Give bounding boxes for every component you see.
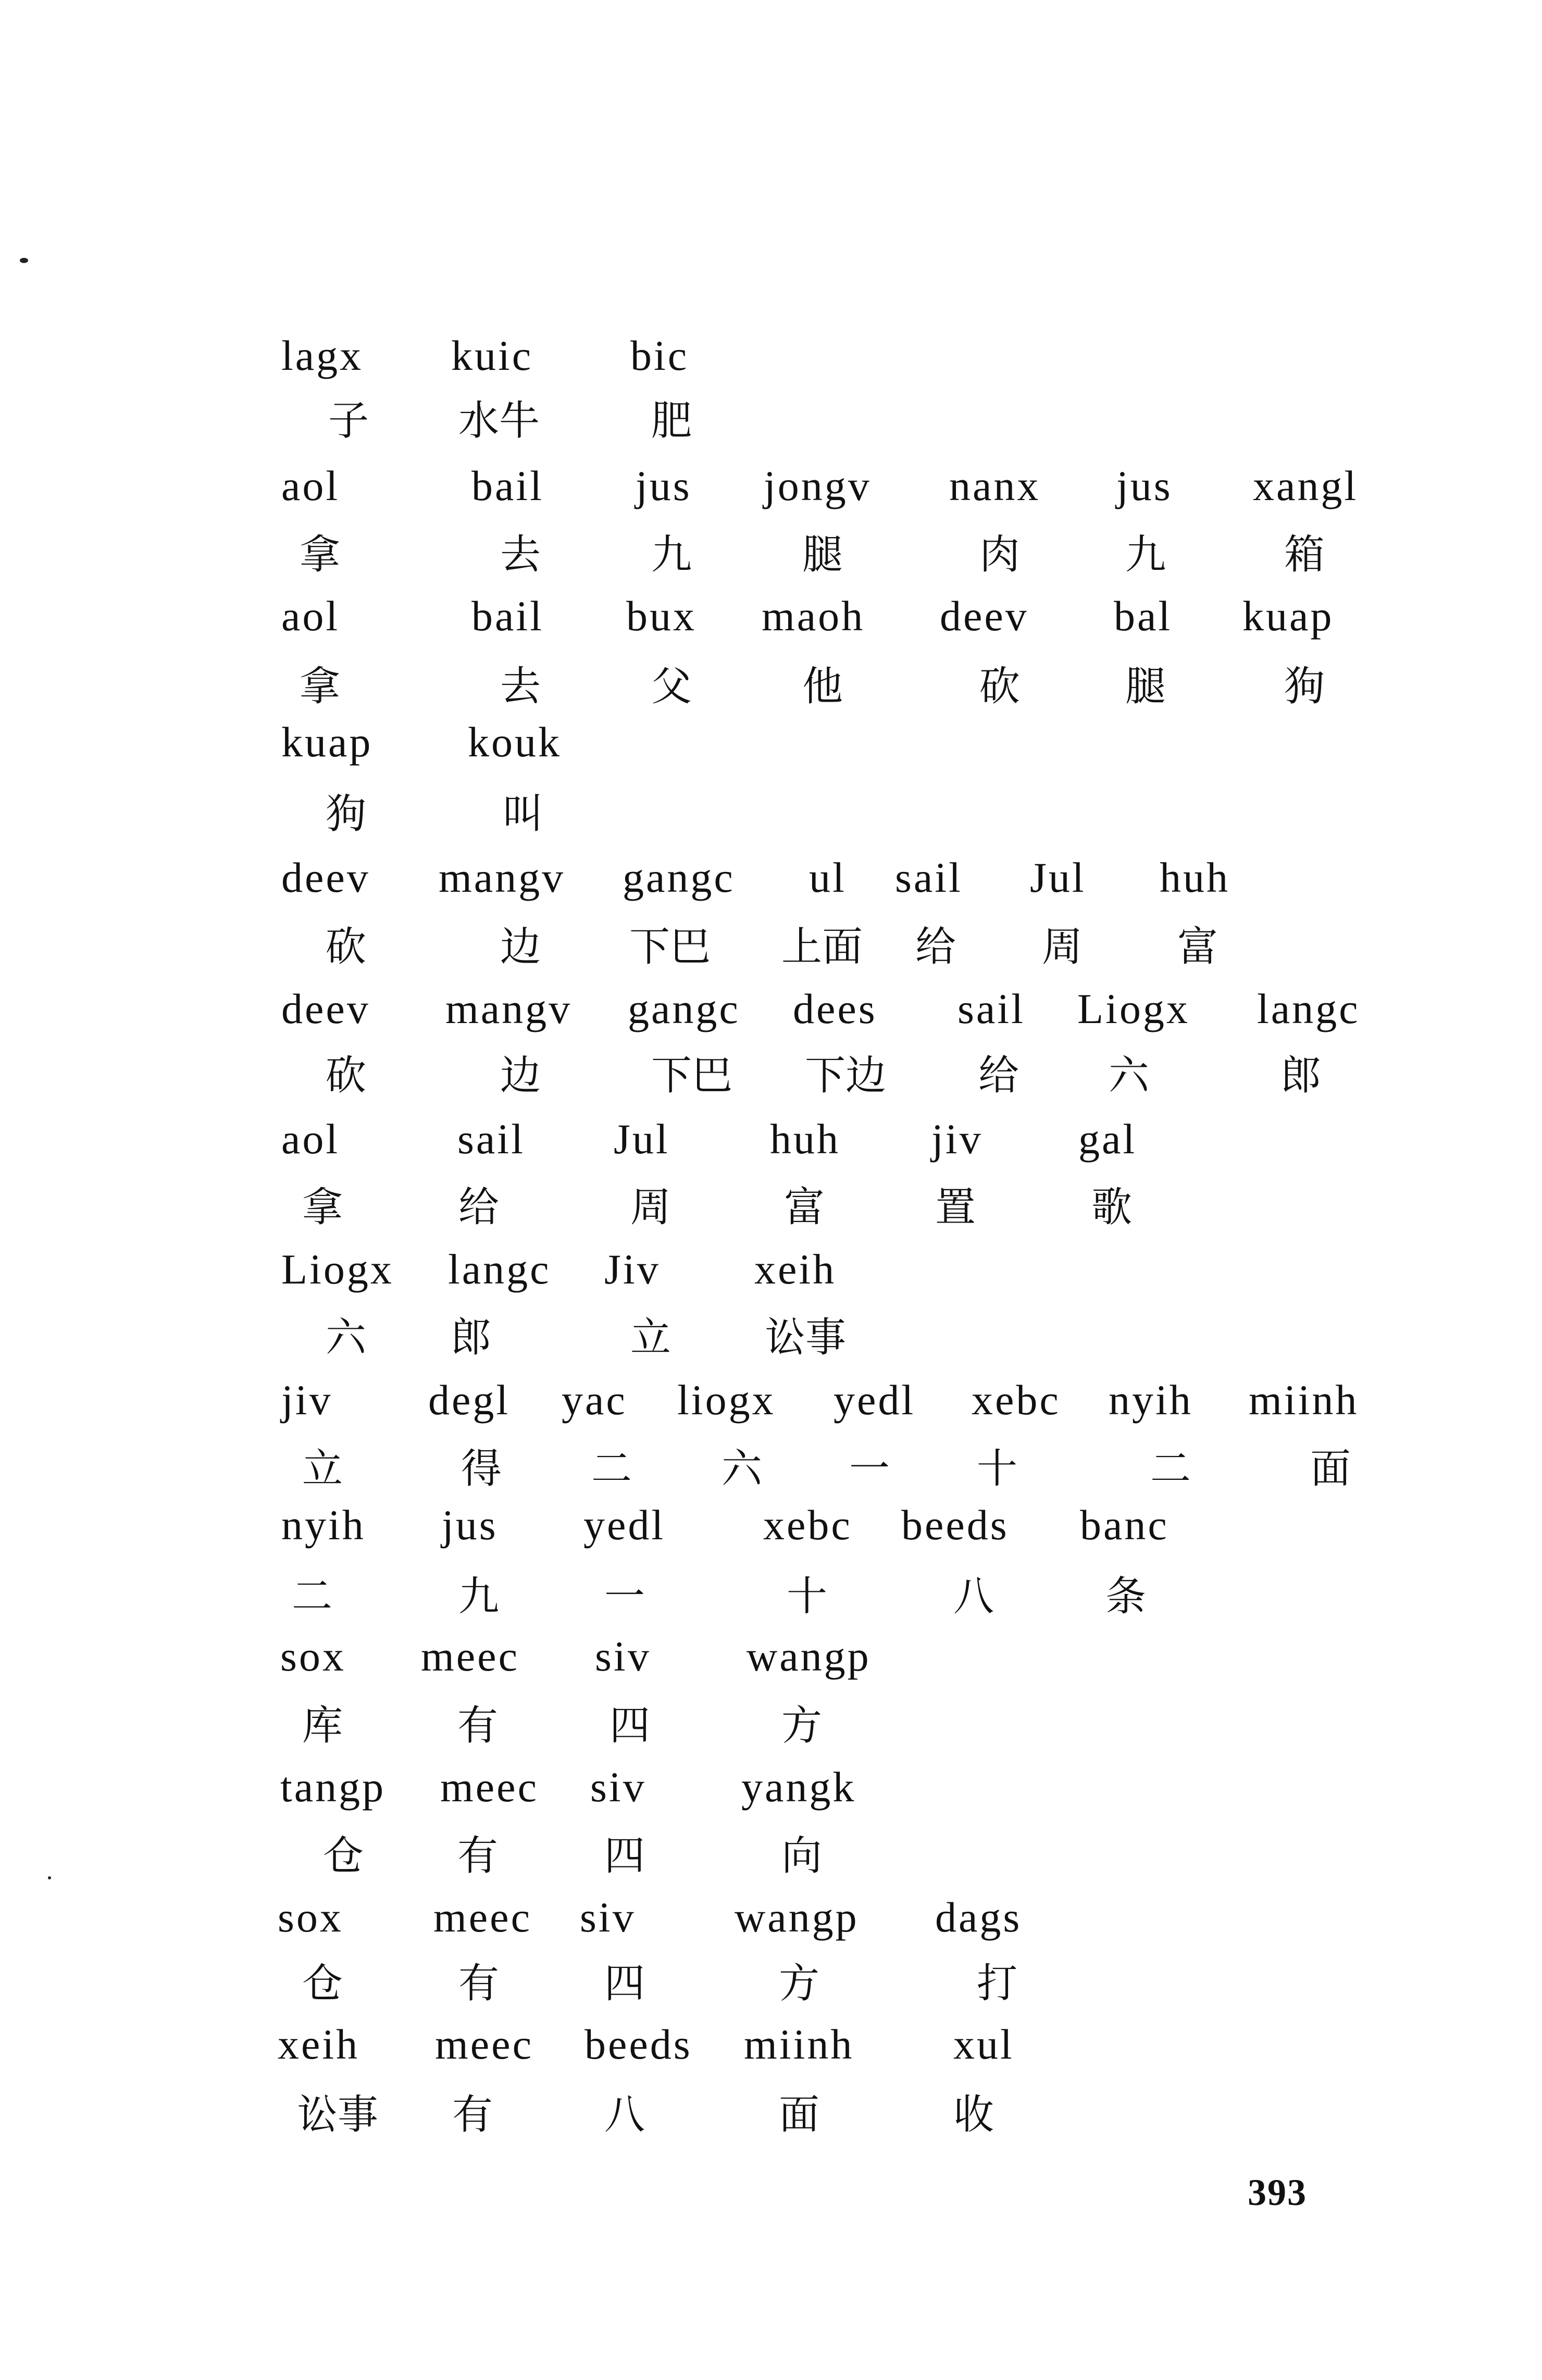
romanized-line [0,1501,1542,1549]
romanized-word: bux [626,592,697,640]
romanized-line [0,985,1542,1032]
gloss-word: 仓 [302,1960,343,2007]
romanized-word: deev [940,592,1029,640]
gloss-word: 方 [781,1702,823,1749]
gloss-word: 九 [651,531,692,578]
gloss-word: 下边 [805,1052,887,1099]
romanized-line [0,1633,1542,1680]
gloss-word: 九 [1125,531,1166,578]
romanized-word: gal [1078,1115,1137,1163]
romanized-word: mangv [439,854,566,901]
romanized-word: miinh [744,2021,854,2068]
gloss-word: 面 [779,2091,820,2138]
romanized-word: yedl [583,1501,666,1549]
romanized-word: langc [1257,985,1360,1032]
gloss-word: 狗 [1284,663,1325,710]
gloss-word: 得 [461,1446,502,1492]
romanized-word: jus [442,1501,498,1549]
romanized-word: siv [590,1763,646,1811]
gloss-word: 上面 [781,924,863,970]
gloss-word: 下巴 [629,924,711,970]
gloss-word: 六 [1109,1052,1150,1099]
gloss-word: 拿 [302,1184,343,1231]
romanized-word: deev [281,985,370,1032]
romanized-line [0,1376,1542,1424]
romanized-word: liogx [677,1376,776,1424]
romanized-word: dees [793,985,877,1032]
romanized-word: sail [457,1115,525,1163]
romanized-word: deev [281,854,370,901]
romanized-word: yangk [741,1763,856,1811]
romanized-word: aol [281,1115,340,1163]
romanized-word: xul [953,2021,1014,2068]
gloss-word: 条 [1105,1573,1147,1620]
gloss-word: 十 [787,1573,828,1620]
gloss-word: 给 [978,1052,1019,1099]
romanized-word: meec [435,2021,533,2068]
gloss-word: 郎 [451,1314,492,1361]
romanized-word: huh [1160,854,1230,901]
romanized-word: wangp [735,1893,859,1941]
romanized-word: wangp [747,1633,871,1680]
romanized-word: siv [595,1633,651,1680]
gloss-word: 讼事 [297,2091,379,2138]
gloss-word: 二 [591,1446,632,1492]
gloss-word: 去 [500,663,541,710]
romanized-word: beeds [901,1501,1009,1549]
romanized-word: bal [1114,592,1173,640]
romanized-word: sail [957,985,1025,1032]
gloss-word: 拿 [300,663,341,710]
romanized-word: mangv [445,985,573,1032]
romanized-word: meec [421,1633,519,1680]
gloss-word: 九 [458,1573,500,1620]
romanized-word: sox [280,1633,346,1680]
romanized-word: Liogx [1077,985,1190,1032]
gloss-word: 歌 [1091,1184,1133,1231]
gloss-line [0,924,1542,970]
gloss-line [0,791,1542,838]
romanized-word: sox [278,1893,343,1941]
romanized-word: aol [281,592,340,640]
gloss-word: 拿 [300,531,341,578]
romanized-word: langc [448,1245,551,1293]
romanized-word: meec [433,1893,532,1941]
romanized-word: bail [471,592,544,640]
gloss-word: 六 [326,1314,367,1361]
gloss-word: 砍 [326,924,367,970]
gloss-word: 有 [452,2091,493,2138]
gloss-word: 给 [458,1184,500,1231]
gloss-word: 二 [1150,1446,1191,1492]
gloss-word: 去 [500,531,541,578]
gloss-word: 边 [500,1052,541,1099]
gloss-word: 四 [610,1702,651,1749]
scan-speck [20,258,28,263]
gloss-word: 他 [802,663,843,710]
romanized-line [0,1893,1542,1941]
gloss-word: 六 [722,1446,763,1492]
gloss-word: 四 [604,1833,645,1879]
gloss-word: 立 [630,1314,671,1361]
romanized-word: xangl [1253,462,1359,509]
romanized-word: kouk [468,718,562,766]
romanized-word: sail [895,854,963,901]
romanized-word: beeds [585,2021,692,2068]
romanized-word: Jul [1030,854,1086,901]
romanized-line [0,462,1542,509]
romanized-word: nanx [949,462,1041,509]
gloss-word: 富 [1177,924,1218,970]
romanized-word: ul [809,854,847,901]
gloss-word: 给 [915,924,956,970]
romanized-word: huh [770,1115,840,1163]
gloss-word: 置 [935,1184,976,1231]
romanized-word: xeih [278,2021,360,2068]
gloss-word: 面 [1310,1446,1351,1492]
romanized-word: jongv [764,462,872,509]
gloss-word: 下巴 [651,1052,733,1099]
gloss-word: 四 [604,1960,645,2007]
romanized-word: yac [562,1376,627,1424]
romanized-word: miinh [1249,1376,1359,1424]
gloss-word: 八 [953,1573,994,1620]
gloss-word: 父 [651,663,692,710]
romanized-word: dags [935,1893,1022,1941]
romanized-word: xebc [763,1501,852,1549]
romanized-word: bail [471,462,544,509]
gloss-word: 边 [500,924,541,970]
romanized-word: Liogx [281,1245,394,1293]
gloss-word: 狗 [326,791,367,838]
romanized-word: gangc [628,985,740,1032]
romanized-line [0,1763,1542,1811]
gloss-word: 箱 [1284,531,1325,578]
gloss-word: 肉 [979,531,1021,578]
romanized-word: aol [281,462,340,509]
gloss-word: 肥 [651,397,692,444]
gloss-word: 八 [604,2091,645,2138]
romanized-word: banc [1080,1501,1169,1549]
gloss-word: 郎 [1280,1052,1322,1099]
gloss-word: 库 [302,1702,343,1749]
romanized-word: jus [1116,462,1173,509]
gloss-word: 二 [292,1573,333,1620]
gloss-word: 讼事 [765,1314,847,1361]
gloss-word: 水牛 [458,397,540,444]
gloss-word: 十 [977,1446,1018,1492]
romanized-word: kuap [1242,592,1334,640]
gloss-word: 富 [784,1184,825,1231]
romanized-word: degl [428,1376,511,1424]
gloss-word: 向 [781,1833,823,1879]
gloss-word: 方 [779,1960,820,2007]
gloss-word: 砍 [326,1052,367,1099]
romanized-word: meec [440,1763,539,1811]
gloss-word: 收 [953,2091,994,2138]
romanized-word: jiv [281,1376,333,1424]
romanized-word: maoh [762,592,865,640]
gloss-word: 腿 [802,531,843,578]
romanized-word: nyih [281,1501,366,1549]
romanized-word: Jul [614,1115,670,1163]
romanized-word: Jiv [604,1245,661,1293]
romanized-line [0,592,1542,640]
gloss-word: 砍 [979,663,1021,710]
romanized-word: siv [580,1893,636,1941]
romanized-line [0,1115,1542,1163]
romanized-word: bic [630,332,689,379]
gloss-word: 周 [1042,924,1083,970]
gloss-word: 有 [458,1960,500,2007]
romanized-word: tangp [280,1763,386,1811]
gloss-word: 腿 [1125,663,1166,710]
romanized-word: gangc [623,854,735,901]
gloss-word: 一 [604,1573,645,1620]
romanized-word: nyih [1109,1376,1193,1424]
gloss-word: 有 [457,1833,499,1879]
romanized-word: jus [636,462,692,509]
gloss-word: 立 [302,1446,343,1492]
page-number: 393 [1248,2172,1307,2213]
gloss-word: 有 [457,1702,499,1749]
romanized-word: jiv [931,1115,983,1163]
romanized-word: kuic [451,332,533,379]
gloss-word: 叫 [503,791,544,838]
romanized-line [0,718,1542,766]
romanized-word: kuap [281,718,373,766]
romanized-word: xeih [754,1245,837,1293]
gloss-word: 周 [630,1184,671,1231]
romanized-word: yedl [834,1376,916,1424]
gloss-word: 一 [849,1446,890,1492]
romanized-word: xebc [972,1376,1061,1424]
gloss-word: 仓 [323,1833,364,1879]
romanized-word: lagx [281,332,364,379]
gloss-word: 子 [328,397,369,444]
gloss-word: 打 [977,1960,1018,2007]
gloss-line [0,1184,1542,1231]
romanized-line [0,1245,1542,1293]
scan-speck [48,1876,51,1879]
